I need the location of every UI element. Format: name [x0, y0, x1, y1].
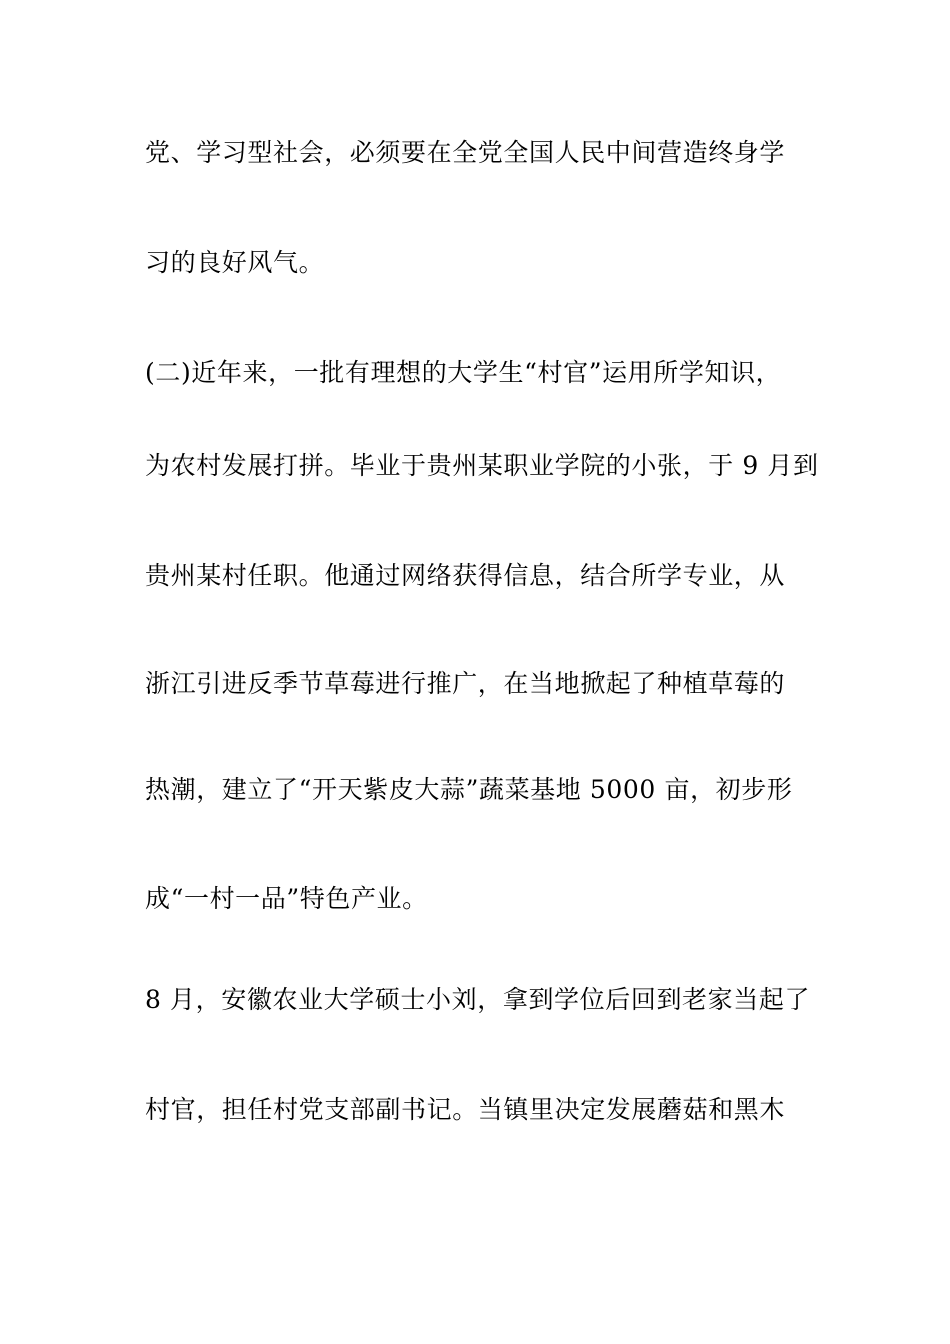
- text-line: 习的良好风气。: [145, 248, 325, 277]
- text-line: 8 月，安徽农业大学硕士小刘，拿到学位后回到老家当起了: [145, 985, 811, 1014]
- text-line: 为农村发展打拼。毕业于贵州某职业学院的小张，于 9 月到: [145, 451, 819, 480]
- text-line: 党、学习型社会，必须要在全党全国人民中间营造终身学: [145, 138, 786, 167]
- text-line: 浙江引进反季节草莓进行推广，在当地掀起了种植草莓的: [145, 669, 786, 698]
- text-line: 贵州某村任职。他通过网络获得信息，结合所学专业，从: [145, 561, 786, 590]
- text-line: 成“一村一品”特色产业。: [145, 884, 428, 913]
- text-line: 热潮，建立了“开天紫皮大蒜”蔬菜基地 5000 亩，初步形: [145, 775, 793, 804]
- text-line: (二)近年来，一批有理想的大学生“村官”运用所学知识，: [145, 358, 782, 387]
- text-line: 村官，担任村党支部副书记。当镇里决定发展蘑菇和黑木: [145, 1095, 786, 1124]
